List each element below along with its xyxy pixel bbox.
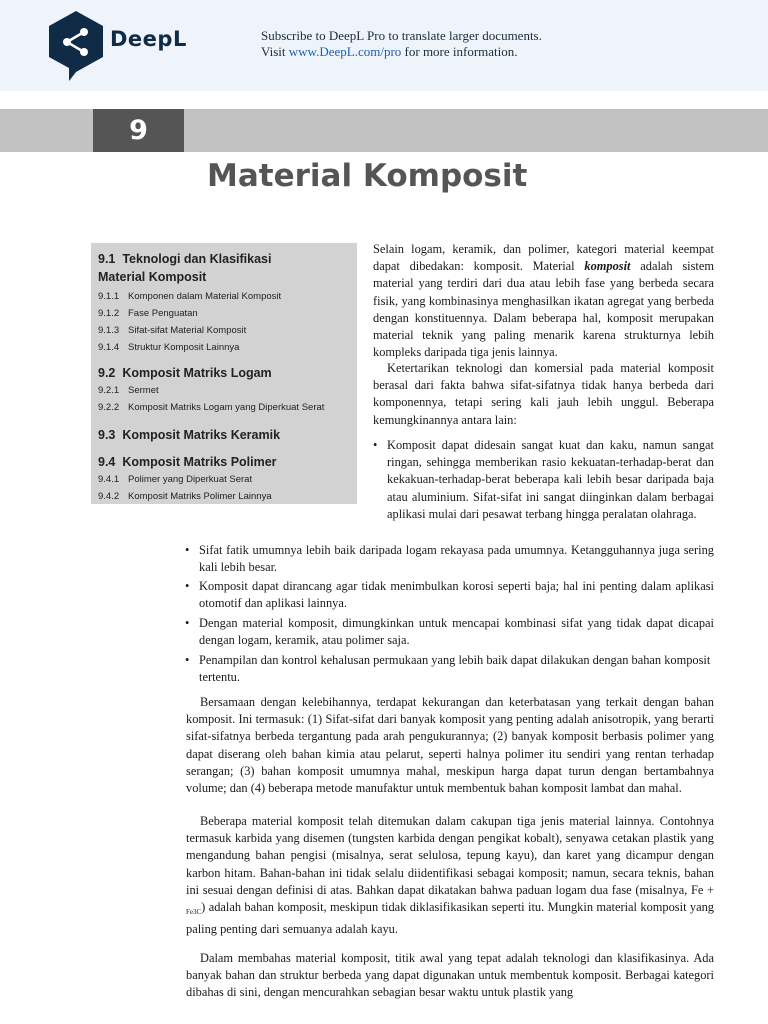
toc-sub-title: Komposit Matriks Polimer Lainnya	[128, 491, 272, 502]
bullet-text: Komposit dapat didesain sangat kuat dan kaku, namun sangat ringan, sehingga memberikan rasio kekuatan-terhadap-berat dan kekakuan-terhadap-berat beberapa kali lebih besar daripada baja atau aluminium. Sifat-sifat ini sangat diinginkan dalam berbagai aplikasi mulai dari pesawat terbang hingga peralatan olahraga.	[387, 438, 714, 521]
toc-section-title: Komposit Matriks Polimer	[122, 455, 277, 469]
brand-name: DeepL	[110, 27, 187, 51]
deepl-share-icon[interactable]	[49, 11, 103, 81]
intro-paragraph-2: Ketertarikan teknologi dan komersial pada material komposit berasal dari fakta bahwa sifat-sifatnya tidak hanya berbeda dari komponennya, tetapi sering kali jauh lebih unggul. Beberapa kemungkinannya antara lain:	[373, 361, 714, 427]
toc-sub-number: 9.1.4	[98, 342, 120, 353]
toc-sub-title: Sermet	[128, 385, 159, 396]
toc-sub-number: 9.1.1	[98, 291, 120, 302]
toc-sub-number: 9.4.2	[98, 491, 120, 502]
chapter-title: Material Komposit	[207, 158, 528, 194]
toc-subsection	[98, 324, 246, 337]
body-paragraph-5: Dalam membahas material komposit, titik awal yang tepat adalah teknologi dan klasifikasinya. Ada banyak bahan dan struktur berbeda yang dapat digunakan untuk membentuk komposit. Berbagai kategori dibahas di sini, dengan mencurahkan sebagian besar waktu untuk plastik yang	[186, 951, 714, 1000]
toc-subsection	[98, 473, 252, 486]
bullet-text: Dengan material komposit, dimungkinkan untuk mencapai kombinasi sifat yang tidak dapat dicapai dengan logam, keramik, atau polimer saja.	[199, 616, 714, 648]
body-paragraph-3: Bersamaan dengan kelebihannya, terdapat kekurangan dan keterbatasan yang terkait dengan bahan komposit. Ini termasuk: (1) Sifat-sifat dari banyak komposit yang penting adalah anisotropik, yang berarti sifat-sifatnya berbeda tergantung pada arah pengukurannya; (2) banyak komposit berbasis polimer yang dapat diserang oleh bahan kimia atau pelarut, seperti halnya polimer itu sendiri yang rentan terhadap serangan; (3) bahan komposit umumnya mahal, meskipun harga dapat turun dengan bertambahnya volume; dan (4) beberapa metode manufaktur untuk membentuk bahan komposit lambat dan mahal.	[186, 695, 714, 796]
chapter-contents	[91, 243, 357, 504]
intro-paragraph-1	[373, 241, 714, 361]
subscript-text: Fe3C	[186, 908, 202, 917]
intro-emphasis: komposit	[584, 259, 631, 274]
toc-section-title: Komposit Matriks Logam	[122, 366, 272, 380]
bullet-text: Komposit dapat dirancang agar tidak menimbulkan korosi seperti baja; hal ini penting dalam aplikasi otomotif dan aplikasi lainnya.	[199, 579, 714, 611]
promo-line-2	[261, 44, 542, 60]
toc-sub-title: Komposit Matriks Logam yang Diperkuat Serat	[128, 402, 325, 413]
toc-sub-number: 9.2.2	[98, 402, 120, 413]
toc-subsection	[98, 490, 272, 503]
toc-section-title-cont: Material Komposit	[98, 270, 207, 284]
toc-section-number: 9.1	[98, 252, 116, 266]
promo-link[interactable]: www.DeepL.com/pro	[288, 44, 402, 59]
toc-sub-title: Struktur Komposit Lainnya	[128, 342, 240, 353]
toc-section-9-4	[98, 453, 277, 471]
bullet-item	[185, 615, 714, 649]
toc-section-9-3	[98, 426, 280, 444]
bullet-icon: •	[185, 653, 190, 667]
toc-subsection	[98, 307, 198, 320]
deepl-banner	[0, 0, 768, 91]
toc-section-number: 9.2	[98, 366, 116, 380]
toc-sub-title: Komponen dalam Material Komposit	[128, 291, 282, 302]
toc-subsection	[98, 290, 281, 303]
bullet-item	[185, 652, 744, 686]
promo-line-1: Subscribe to DeepL Pro to translate larger documents.	[261, 28, 542, 43]
toc-section-number: 9.4	[98, 455, 116, 469]
bullet-item	[373, 437, 714, 523]
toc-sub-number: 9.1.3	[98, 325, 120, 336]
bullet-icon: •	[185, 543, 190, 557]
toc-sub-title: Sifat-sifat Material Komposit	[128, 325, 247, 336]
promo-suffix: for more information.	[401, 44, 518, 59]
toc-subsection	[98, 384, 159, 397]
body-text-cont: ) adalah bahan komposit, meskipun tidak diklasifikasikan seperti itu. Mungkin material komposit yang paling penting dari semuanya adalah kayu.	[186, 900, 714, 937]
toc-section-9-1	[98, 250, 271, 286]
bullet-text: Sifat fatik umumnya lebih baik daripada logam rekayasa pada umumnya. Ketangguhannya juga sering kali lebih besar.	[199, 543, 714, 575]
body-text: Beberapa material komposit telah ditemukan dalam cakupan tiga jenis material lainnya. Contohnya termasuk karbida yang disemen (tungsten karbida dengan pengikat kobalt), senyawa cetakan plastik yang mengandung bahan pengisi (misalnya, serat selulosa, tepung kayu), dan karet yang dicampur dengan karbon hitam. Bahan-bahan ini tidak selalu diidentifikasi sebagai komposit; namun, secara teknis, bahan ini sesuai dengan definisi di atas. Bahkan dapat dikatakan bahwa paduan logam dua fase (misalnya, Fe +	[186, 814, 714, 897]
body-paragraph-4	[186, 813, 714, 938]
bullet-text: Penampilan dan kontrol kehalusan permukaan yang lebih baik dapat dilakukan dengan bahan komposit tertentu.	[199, 653, 711, 685]
bullet-item	[185, 578, 714, 612]
toc-sub-number: 9.1.2	[98, 308, 120, 319]
toc-section-title: Komposit Matriks Keramik	[122, 428, 281, 442]
intro-text: Selain logam, keramik, dan polimer, kategori material keempat dapat dibedakan: komposit. Material	[373, 242, 714, 274]
bullet-icon: •	[185, 616, 190, 630]
toc-sub-title: Fase Penguatan	[128, 308, 198, 319]
chapter-number: 9	[93, 109, 184, 152]
bullet-item	[185, 542, 714, 576]
toc-section-9-2	[98, 364, 272, 382]
toc-section-number: 9.3	[98, 428, 116, 442]
toc-subsection	[98, 401, 324, 414]
bullet-icon: •	[373, 438, 378, 452]
promo-text	[261, 28, 542, 60]
toc-section-title: Teknologi dan Klasifikasi	[122, 252, 272, 266]
toc-sub-title: Polimer yang Diperkuat Serat	[128, 474, 253, 485]
toc-subsection	[98, 341, 239, 354]
toc-sub-number: 9.4.1	[98, 474, 120, 485]
toc-sub-number: 9.2.1	[98, 385, 120, 396]
promo-prefix: Visit	[261, 44, 289, 59]
intro-text-cont: adalah sistem material yang terdiri dari dua atau lebih fase yang berbeda secara fisik, yang kombinasinya menghasilkan ikatan agregat yang berbeda dengan konstituennya. Dalam beberapa hal, komposit merupakan material teknik yang paling menarik karena strukturnya lebih kompleks daripada tiga jenis lainnya.	[373, 259, 715, 360]
bullet-icon: •	[185, 579, 190, 593]
